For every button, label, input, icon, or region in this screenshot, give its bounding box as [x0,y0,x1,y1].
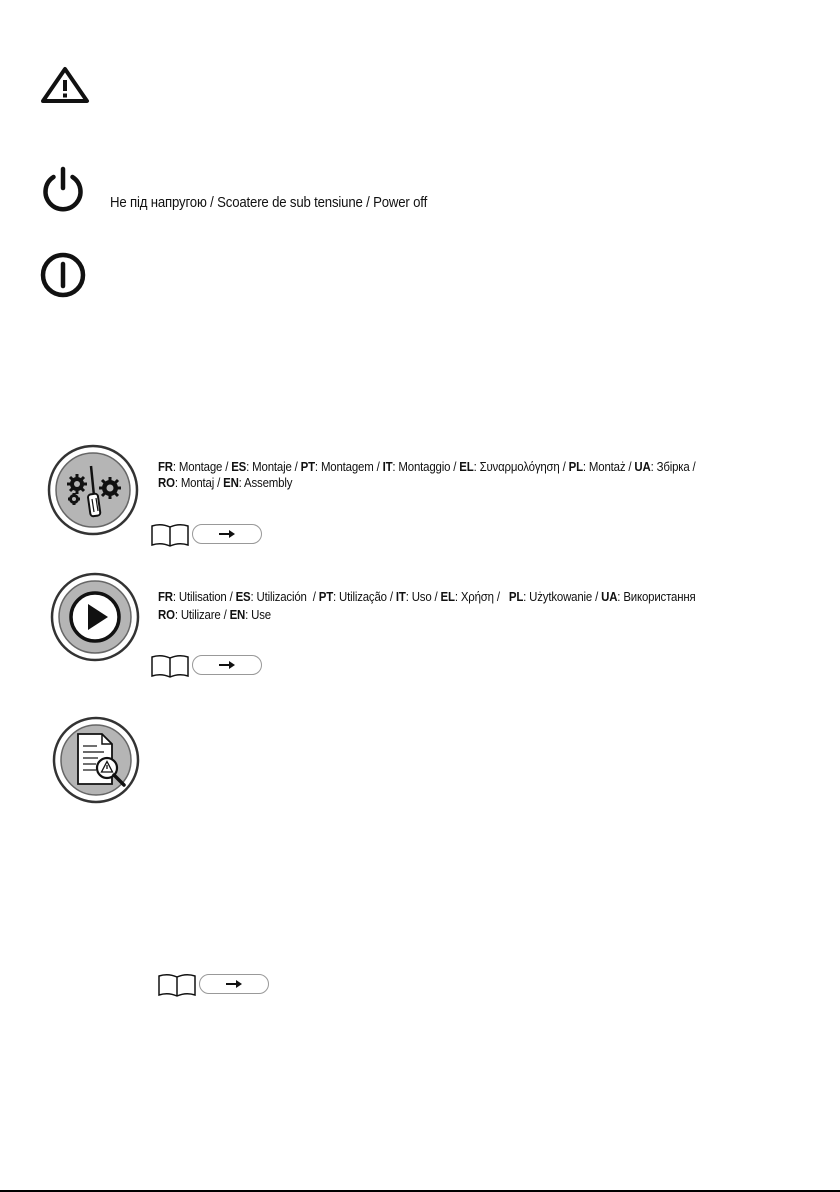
assembly-tools-icon [47,444,139,536]
manual-icon [157,972,197,998]
power-off-icon [38,164,88,214]
assembly-languages-line2: RO: Montaj / EN: Assembly [158,475,293,490]
manual-icon [150,653,190,679]
arrow-right-icon [218,660,236,670]
play-icon [50,572,140,662]
warning-icon [40,66,90,104]
power-off-label: Не під напругою / Scoatere de sub tensiune / Power off [110,194,428,211]
power-on-icon [38,250,88,300]
assembly-languages-line1: FR: Montage / ES: Montaje / PT: Montagem / IT: Montaggio / EL: Συναρμολόγηση / PL: Montaż / UA: Збірка / [158,459,696,474]
arrow-right-icon [225,979,243,989]
page-reference-pill[interactable] [199,974,269,994]
document-warning-icon [52,716,140,804]
page-reference-pill[interactable] [192,655,262,675]
page-reference-pill[interactable] [192,524,262,544]
use-languages-line1: FR: Utilisation / ES: Utilización / PT: Utilização / IT: Uso / EL: Χρήση / PL: Użytkowanie / UA: Використання [158,589,696,604]
arrow-right-icon [218,529,236,539]
manual-icon [150,522,190,548]
use-languages-line2: RO: Utilizare / EN: Use [158,607,271,622]
